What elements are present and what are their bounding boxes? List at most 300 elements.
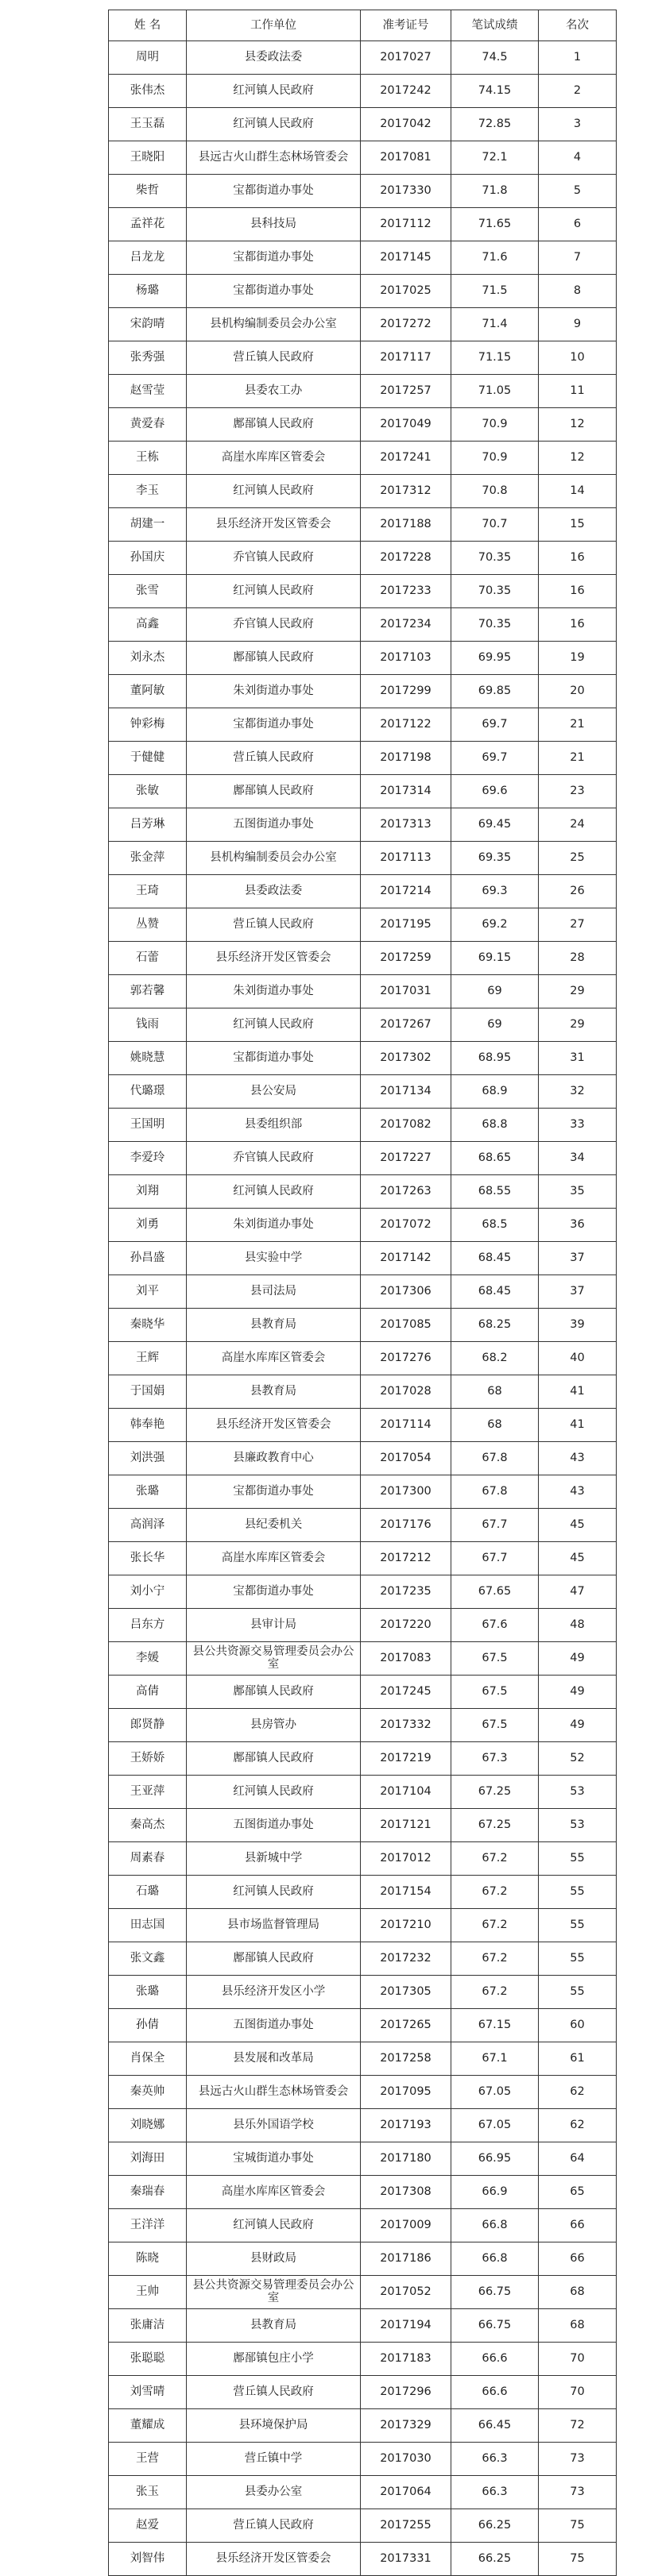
- cell-exam-id: 2017027: [361, 41, 451, 75]
- cell-unit: 县实验中学: [187, 1242, 361, 1275]
- cell-exam-id: 2017082: [361, 1109, 451, 1142]
- cell-name: 张金萍: [109, 842, 187, 875]
- cell-unit: 营丘镇人民政府: [187, 742, 361, 775]
- cell-name: 姚晓慧: [109, 1042, 187, 1075]
- cell-name: 丛赞: [109, 908, 187, 942]
- cell-unit: 五图街道办事处: [187, 808, 361, 842]
- cell-score: 70.35: [451, 575, 539, 608]
- cell-exam-id: 2017305: [361, 1976, 451, 2009]
- cell-unit: 营丘镇人民政府: [187, 341, 361, 375]
- header-rank: 名次: [539, 10, 617, 41]
- cell-rank: 55: [539, 1909, 617, 1942]
- table-row: [109, 1909, 617, 1942]
- cell-name: 孙昌盛: [109, 1242, 187, 1275]
- cell-unit: 营丘镇人民政府: [187, 908, 361, 942]
- table-row: [109, 1442, 617, 1475]
- cell-rank: 4: [539, 141, 617, 175]
- cell-unit: 鄌郚镇包庄小学: [187, 2343, 361, 2376]
- cell-name: 董阿敏: [109, 675, 187, 708]
- cell-rank: 70: [539, 2343, 617, 2376]
- table-row: [109, 108, 617, 141]
- cell-rank: 21: [539, 708, 617, 742]
- cell-score: 71.15: [451, 341, 539, 375]
- cell-unit: 县公共资源交易管理委员会办公室: [187, 2276, 361, 2309]
- cell-name: 刘海田: [109, 2142, 187, 2176]
- table-row: [109, 1742, 617, 1776]
- cell-score: 66.25: [451, 2509, 539, 2543]
- cell-unit: 红河镇人民政府: [187, 1876, 361, 1909]
- cell-score: 70.8: [451, 475, 539, 508]
- score-table: [108, 10, 617, 2576]
- cell-score: 71.6: [451, 241, 539, 275]
- cell-name: 张璐: [109, 1976, 187, 2009]
- cell-score: 70.35: [451, 542, 539, 575]
- cell-name: 张文鑫: [109, 1942, 187, 1976]
- cell-score: 66.3: [451, 2443, 539, 2476]
- cell-name: 张伟杰: [109, 75, 187, 108]
- cell-name: 刘翔: [109, 1175, 187, 1209]
- cell-exam-id: 2017258: [361, 2042, 451, 2076]
- cell-rank: 48: [539, 1609, 617, 1642]
- cell-score: 69.6: [451, 775, 539, 808]
- cell-exam-id: 2017183: [361, 2343, 451, 2376]
- cell-rank: 21: [539, 742, 617, 775]
- cell-rank: 53: [539, 1809, 617, 1842]
- cell-exam-id: 2017028: [361, 1375, 451, 1409]
- cell-exam-id: 2017228: [361, 542, 451, 575]
- cell-name: 王晓阳: [109, 141, 187, 175]
- cell-unit: 宝城街道办事处: [187, 2142, 361, 2176]
- cell-exam-id: 2017227: [361, 1142, 451, 1175]
- cell-score: 70.7: [451, 508, 539, 542]
- table-row: [109, 2242, 617, 2276]
- cell-score: 68: [451, 1409, 539, 1442]
- cell-name: 赵雪莹: [109, 375, 187, 408]
- cell-score: 72.85: [451, 108, 539, 141]
- table-row: [109, 808, 617, 842]
- cell-rank: 49: [539, 1642, 617, 1676]
- cell-score: 67.7: [451, 1509, 539, 1542]
- header-name: 姓 名: [109, 10, 187, 41]
- table-row: [109, 1876, 617, 1909]
- cell-rank: 15: [539, 508, 617, 542]
- cell-exam-id: 2017265: [361, 2009, 451, 2042]
- cell-exam-id: 2017083: [361, 1642, 451, 1676]
- cell-name: 钱雨: [109, 1008, 187, 1042]
- cell-rank: 68: [539, 2276, 617, 2309]
- cell-unit: 县科技局: [187, 208, 361, 241]
- cell-score: 70.9: [451, 408, 539, 442]
- cell-score: 68.8: [451, 1109, 539, 1142]
- cell-score: 66.75: [451, 2309, 539, 2343]
- table-row: [109, 1375, 617, 1409]
- cell-unit: 县发展和改革局: [187, 2042, 361, 2076]
- cell-score: 68.95: [451, 1042, 539, 1075]
- cell-name: 张敏: [109, 775, 187, 808]
- cell-exam-id: 2017300: [361, 1475, 451, 1509]
- cell-exam-id: 2017272: [361, 308, 451, 341]
- cell-unit: 红河镇人民政府: [187, 1175, 361, 1209]
- cell-score: 68: [451, 1375, 539, 1409]
- cell-name: 王国明: [109, 1109, 187, 1142]
- cell-name: 刘平: [109, 1275, 187, 1309]
- cell-rank: 47: [539, 1575, 617, 1609]
- cell-rank: 73: [539, 2443, 617, 2476]
- cell-rank: 23: [539, 775, 617, 808]
- cell-rank: 3: [539, 108, 617, 141]
- cell-name: 王营: [109, 2443, 187, 2476]
- table-row: [109, 2042, 617, 2076]
- table-row: [109, 2309, 617, 2343]
- cell-score: 67.2: [451, 1976, 539, 2009]
- cell-unit: 朱刘街道办事处: [187, 675, 361, 708]
- cell-name: 郭若馨: [109, 975, 187, 1008]
- cell-score: 67.2: [451, 1909, 539, 1942]
- cell-unit: 县财政局: [187, 2242, 361, 2276]
- cell-score: 67.5: [451, 1709, 539, 1742]
- table-row: [109, 1575, 617, 1609]
- cell-rank: 37: [539, 1242, 617, 1275]
- table-row: [109, 1475, 617, 1509]
- cell-unit: 县司法局: [187, 1275, 361, 1309]
- cell-exam-id: 2017030: [361, 2443, 451, 2476]
- cell-name: 吕龙龙: [109, 241, 187, 275]
- table-row: [109, 1842, 617, 1876]
- cell-rank: 5: [539, 175, 617, 208]
- cell-exam-id: 2017154: [361, 1876, 451, 1909]
- cell-unit: 鄌郚镇人民政府: [187, 1942, 361, 1976]
- cell-rank: 62: [539, 2109, 617, 2142]
- cell-score: 69.7: [451, 708, 539, 742]
- cell-name: 孙倩: [109, 2009, 187, 2042]
- cell-exam-id: 2017306: [361, 1275, 451, 1309]
- table-row: [109, 208, 617, 241]
- cell-score: 68.25: [451, 1309, 539, 1342]
- cell-score: 67.2: [451, 1942, 539, 1976]
- cell-rank: 19: [539, 642, 617, 675]
- table-row: [109, 1942, 617, 1976]
- cell-unit: 红河镇人民政府: [187, 575, 361, 608]
- cell-rank: 34: [539, 1142, 617, 1175]
- table-row: [109, 2142, 617, 2176]
- table-row: [109, 442, 617, 475]
- cell-name: 于健健: [109, 742, 187, 775]
- cell-score: 67.5: [451, 1676, 539, 1709]
- cell-exam-id: 2017012: [361, 1842, 451, 1876]
- table-row: [109, 1275, 617, 1309]
- cell-exam-id: 2017134: [361, 1075, 451, 1109]
- cell-exam-id: 2017095: [361, 2076, 451, 2109]
- cell-exam-id: 2017267: [361, 1008, 451, 1042]
- cell-exam-id: 2017072: [361, 1209, 451, 1242]
- cell-exam-id: 2017219: [361, 1742, 451, 1776]
- cell-exam-id: 2017233: [361, 575, 451, 608]
- cell-rank: 75: [539, 2509, 617, 2543]
- cell-exam-id: 2017180: [361, 2142, 451, 2176]
- cell-exam-id: 2017049: [361, 408, 451, 442]
- table-row: [109, 141, 617, 175]
- cell-unit: 县机构编制委员会办公室: [187, 842, 361, 875]
- table-row: [109, 1809, 617, 1842]
- table-row: [109, 2476, 617, 2509]
- cell-exam-id: 2017081: [361, 141, 451, 175]
- cell-name: 秦晓华: [109, 1309, 187, 1342]
- table-row: [109, 508, 617, 542]
- cell-exam-id: 2017103: [361, 642, 451, 675]
- cell-rank: 49: [539, 1676, 617, 1709]
- cell-rank: 68: [539, 2309, 617, 2343]
- table-row: [109, 1175, 617, 1209]
- cell-score: 68.5: [451, 1209, 539, 1242]
- cell-score: 66.6: [451, 2376, 539, 2409]
- table-row: [109, 1776, 617, 1809]
- cell-exam-id: 2017025: [361, 275, 451, 308]
- cell-score: 67.65: [451, 1575, 539, 1609]
- cell-name: 张璐: [109, 1475, 187, 1509]
- cell-name: 高鑫: [109, 608, 187, 642]
- cell-unit: 宝都街道办事处: [187, 241, 361, 275]
- cell-rank: 24: [539, 808, 617, 842]
- cell-rank: 72: [539, 2409, 617, 2443]
- cell-unit: 宝都街道办事处: [187, 275, 361, 308]
- cell-rank: 66: [539, 2209, 617, 2242]
- cell-score: 69.35: [451, 842, 539, 875]
- table-row: [109, 608, 617, 642]
- cell-rank: 35: [539, 1175, 617, 1209]
- table-row: [109, 408, 617, 442]
- cell-unit: 县教育局: [187, 2309, 361, 2343]
- cell-name: 韩奉艳: [109, 1409, 187, 1442]
- cell-exam-id: 2017112: [361, 208, 451, 241]
- cell-score: 69: [451, 1008, 539, 1042]
- table-body: [109, 41, 617, 2576]
- cell-rank: 45: [539, 1509, 617, 1542]
- cell-unit: 乔官镇人民政府: [187, 608, 361, 642]
- cell-score: 67.15: [451, 2009, 539, 2042]
- cell-score: 67.25: [451, 1809, 539, 1842]
- table-row: [109, 341, 617, 375]
- cell-score: 68.65: [451, 1142, 539, 1175]
- table-row: [109, 1209, 617, 1242]
- table-row: [109, 642, 617, 675]
- cell-rank: 29: [539, 975, 617, 1008]
- cell-score: 67.05: [451, 2076, 539, 2109]
- cell-name: 吕东方: [109, 1609, 187, 1642]
- cell-score: 69.2: [451, 908, 539, 942]
- cell-unit: 乔官镇人民政府: [187, 1142, 361, 1175]
- cell-name: 张玉: [109, 2476, 187, 2509]
- cell-rank: 52: [539, 1742, 617, 1776]
- cell-unit: 五图街道办事处: [187, 1809, 361, 1842]
- cell-exam-id: 2017257: [361, 375, 451, 408]
- cell-unit: 高崖水库库区管委会: [187, 442, 361, 475]
- table-row: [109, 2209, 617, 2242]
- cell-rank: 53: [539, 1776, 617, 1809]
- cell-score: 66.9: [451, 2176, 539, 2209]
- cell-unit: 县审计局: [187, 1609, 361, 1642]
- cell-score: 66.75: [451, 2276, 539, 2309]
- cell-unit: 县公安局: [187, 1075, 361, 1109]
- cell-unit: 红河镇人民政府: [187, 475, 361, 508]
- cell-name: 肖保全: [109, 2042, 187, 2076]
- cell-exam-id: 2017296: [361, 2376, 451, 2409]
- cell-unit: 县环境保护局: [187, 2409, 361, 2443]
- cell-unit: 县委政法委: [187, 41, 361, 75]
- cell-exam-id: 2017054: [361, 1442, 451, 1475]
- cell-name: 孟祥花: [109, 208, 187, 241]
- cell-score: 66.25: [451, 2543, 539, 2576]
- cell-exam-id: 2017186: [361, 2242, 451, 2276]
- cell-unit: 县公共资源交易管理委员会办公室: [187, 1642, 361, 1676]
- cell-rank: 11: [539, 375, 617, 408]
- cell-unit: 县教育局: [187, 1375, 361, 1409]
- cell-name: 高倩: [109, 1676, 187, 1709]
- cell-rank: 55: [539, 1842, 617, 1876]
- table-row: [109, 842, 617, 875]
- cell-name: 秦英帅: [109, 2076, 187, 2109]
- cell-rank: 29: [539, 1008, 617, 1042]
- cell-exam-id: 2017234: [361, 608, 451, 642]
- cell-score: 67.1: [451, 2042, 539, 2076]
- cell-unit: 红河镇人民政府: [187, 75, 361, 108]
- cell-rank: 25: [539, 842, 617, 875]
- cell-unit: 县委办公室: [187, 2476, 361, 2509]
- cell-rank: 39: [539, 1309, 617, 1342]
- cell-rank: 75: [539, 2543, 617, 2576]
- cell-rank: 26: [539, 875, 617, 908]
- table-row: [109, 1976, 617, 2009]
- cell-rank: 16: [539, 608, 617, 642]
- cell-unit: 宝都街道办事处: [187, 175, 361, 208]
- cell-exam-id: 2017085: [361, 1309, 451, 1342]
- table-row: [109, 2109, 617, 2142]
- cell-score: 74.15: [451, 75, 539, 108]
- cell-rank: 43: [539, 1475, 617, 1509]
- cell-rank: 9: [539, 308, 617, 341]
- cell-exam-id: 2017302: [361, 1042, 451, 1075]
- table-row: [109, 75, 617, 108]
- cell-exam-id: 2017195: [361, 908, 451, 942]
- cell-score: 69: [451, 975, 539, 1008]
- cell-rank: 61: [539, 2042, 617, 2076]
- header-row: [109, 10, 617, 41]
- cell-unit: 营丘镇人民政府: [187, 2376, 361, 2409]
- cell-name: 钟彩梅: [109, 708, 187, 742]
- cell-name: 刘永杰: [109, 642, 187, 675]
- cell-name: 刘洪强: [109, 1442, 187, 1475]
- cell-unit: 县乐经济开发区管委会: [187, 508, 361, 542]
- cell-rank: 41: [539, 1409, 617, 1442]
- cell-unit: 宝都街道办事处: [187, 708, 361, 742]
- cell-score: 67.8: [451, 1442, 539, 1475]
- cell-name: 王栋: [109, 442, 187, 475]
- cell-score: 66.3: [451, 2476, 539, 2509]
- cell-exam-id: 2017114: [361, 1409, 451, 1442]
- cell-score: 67.05: [451, 2109, 539, 2142]
- cell-score: 70.9: [451, 442, 539, 475]
- cell-unit: 县委组织部: [187, 1109, 361, 1142]
- cell-rank: 66: [539, 2242, 617, 2276]
- table-row: [109, 2509, 617, 2543]
- table-row: [109, 742, 617, 775]
- cell-unit: 鄌郚镇人民政府: [187, 1742, 361, 1776]
- table-row: [109, 1676, 617, 1709]
- table-row: [109, 2409, 617, 2443]
- cell-rank: 8: [539, 275, 617, 308]
- cell-unit: 县新城中学: [187, 1842, 361, 1876]
- cell-rank: 55: [539, 1876, 617, 1909]
- cell-rank: 6: [539, 208, 617, 241]
- cell-rank: 7: [539, 241, 617, 275]
- cell-rank: 10: [539, 341, 617, 375]
- cell-name: 吕芳琳: [109, 808, 187, 842]
- cell-rank: 16: [539, 575, 617, 608]
- cell-rank: 70: [539, 2376, 617, 2409]
- cell-exam-id: 2017331: [361, 2543, 451, 2576]
- cell-unit: 五图街道办事处: [187, 2009, 361, 2042]
- cell-name: 刘小宁: [109, 1575, 187, 1609]
- cell-exam-id: 2017064: [361, 2476, 451, 2509]
- table-row: [109, 275, 617, 308]
- cell-score: 71.8: [451, 175, 539, 208]
- cell-score: 69.95: [451, 642, 539, 675]
- cell-exam-id: 2017259: [361, 942, 451, 975]
- cell-name: 张雪: [109, 575, 187, 608]
- cell-name: 刘勇: [109, 1209, 187, 1242]
- cell-exam-id: 2017193: [361, 2109, 451, 2142]
- cell-rank: 43: [539, 1442, 617, 1475]
- cell-rank: 73: [539, 2476, 617, 2509]
- cell-name: 董耀成: [109, 2409, 187, 2443]
- cell-name: 王琦: [109, 875, 187, 908]
- table-row: [109, 2443, 617, 2476]
- cell-rank: 14: [539, 475, 617, 508]
- cell-rank: 12: [539, 442, 617, 475]
- cell-unit: 朱刘街道办事处: [187, 975, 361, 1008]
- cell-unit: 朱刘街道办事处: [187, 1209, 361, 1242]
- cell-rank: 1: [539, 41, 617, 75]
- cell-name: 王亚萍: [109, 1776, 187, 1809]
- cell-unit: 县房管办: [187, 1709, 361, 1742]
- cell-name: 刘晓娜: [109, 2109, 187, 2142]
- cell-score: 67.2: [451, 1876, 539, 1909]
- cell-unit: 乔官镇人民政府: [187, 542, 361, 575]
- cell-unit: 县廉政教育中心: [187, 1442, 361, 1475]
- cell-unit: 县委农工办: [187, 375, 361, 408]
- cell-unit: 县教育局: [187, 1309, 361, 1342]
- table-row: [109, 1642, 617, 1676]
- cell-name: 秦瑞春: [109, 2176, 187, 2209]
- cell-score: 67.7: [451, 1542, 539, 1575]
- cell-exam-id: 2017121: [361, 1809, 451, 1842]
- cell-name: 田志国: [109, 1909, 187, 1942]
- cell-name: 黄爱春: [109, 408, 187, 442]
- cell-score: 67.25: [451, 1776, 539, 1809]
- cell-name: 王娇娇: [109, 1742, 187, 1776]
- table-row: [109, 1075, 617, 1109]
- cell-exam-id: 2017142: [361, 1242, 451, 1275]
- table-row: [109, 1709, 617, 1742]
- cell-name: 张秀强: [109, 341, 187, 375]
- cell-score: 69.45: [451, 808, 539, 842]
- cell-score: 71.5: [451, 275, 539, 308]
- cell-score: 69.3: [451, 875, 539, 908]
- table-row: [109, 1008, 617, 1042]
- table-row: [109, 2376, 617, 2409]
- cell-score: 68.2: [451, 1342, 539, 1375]
- cell-name: 石蕾: [109, 942, 187, 975]
- cell-name: 李媛: [109, 1642, 187, 1676]
